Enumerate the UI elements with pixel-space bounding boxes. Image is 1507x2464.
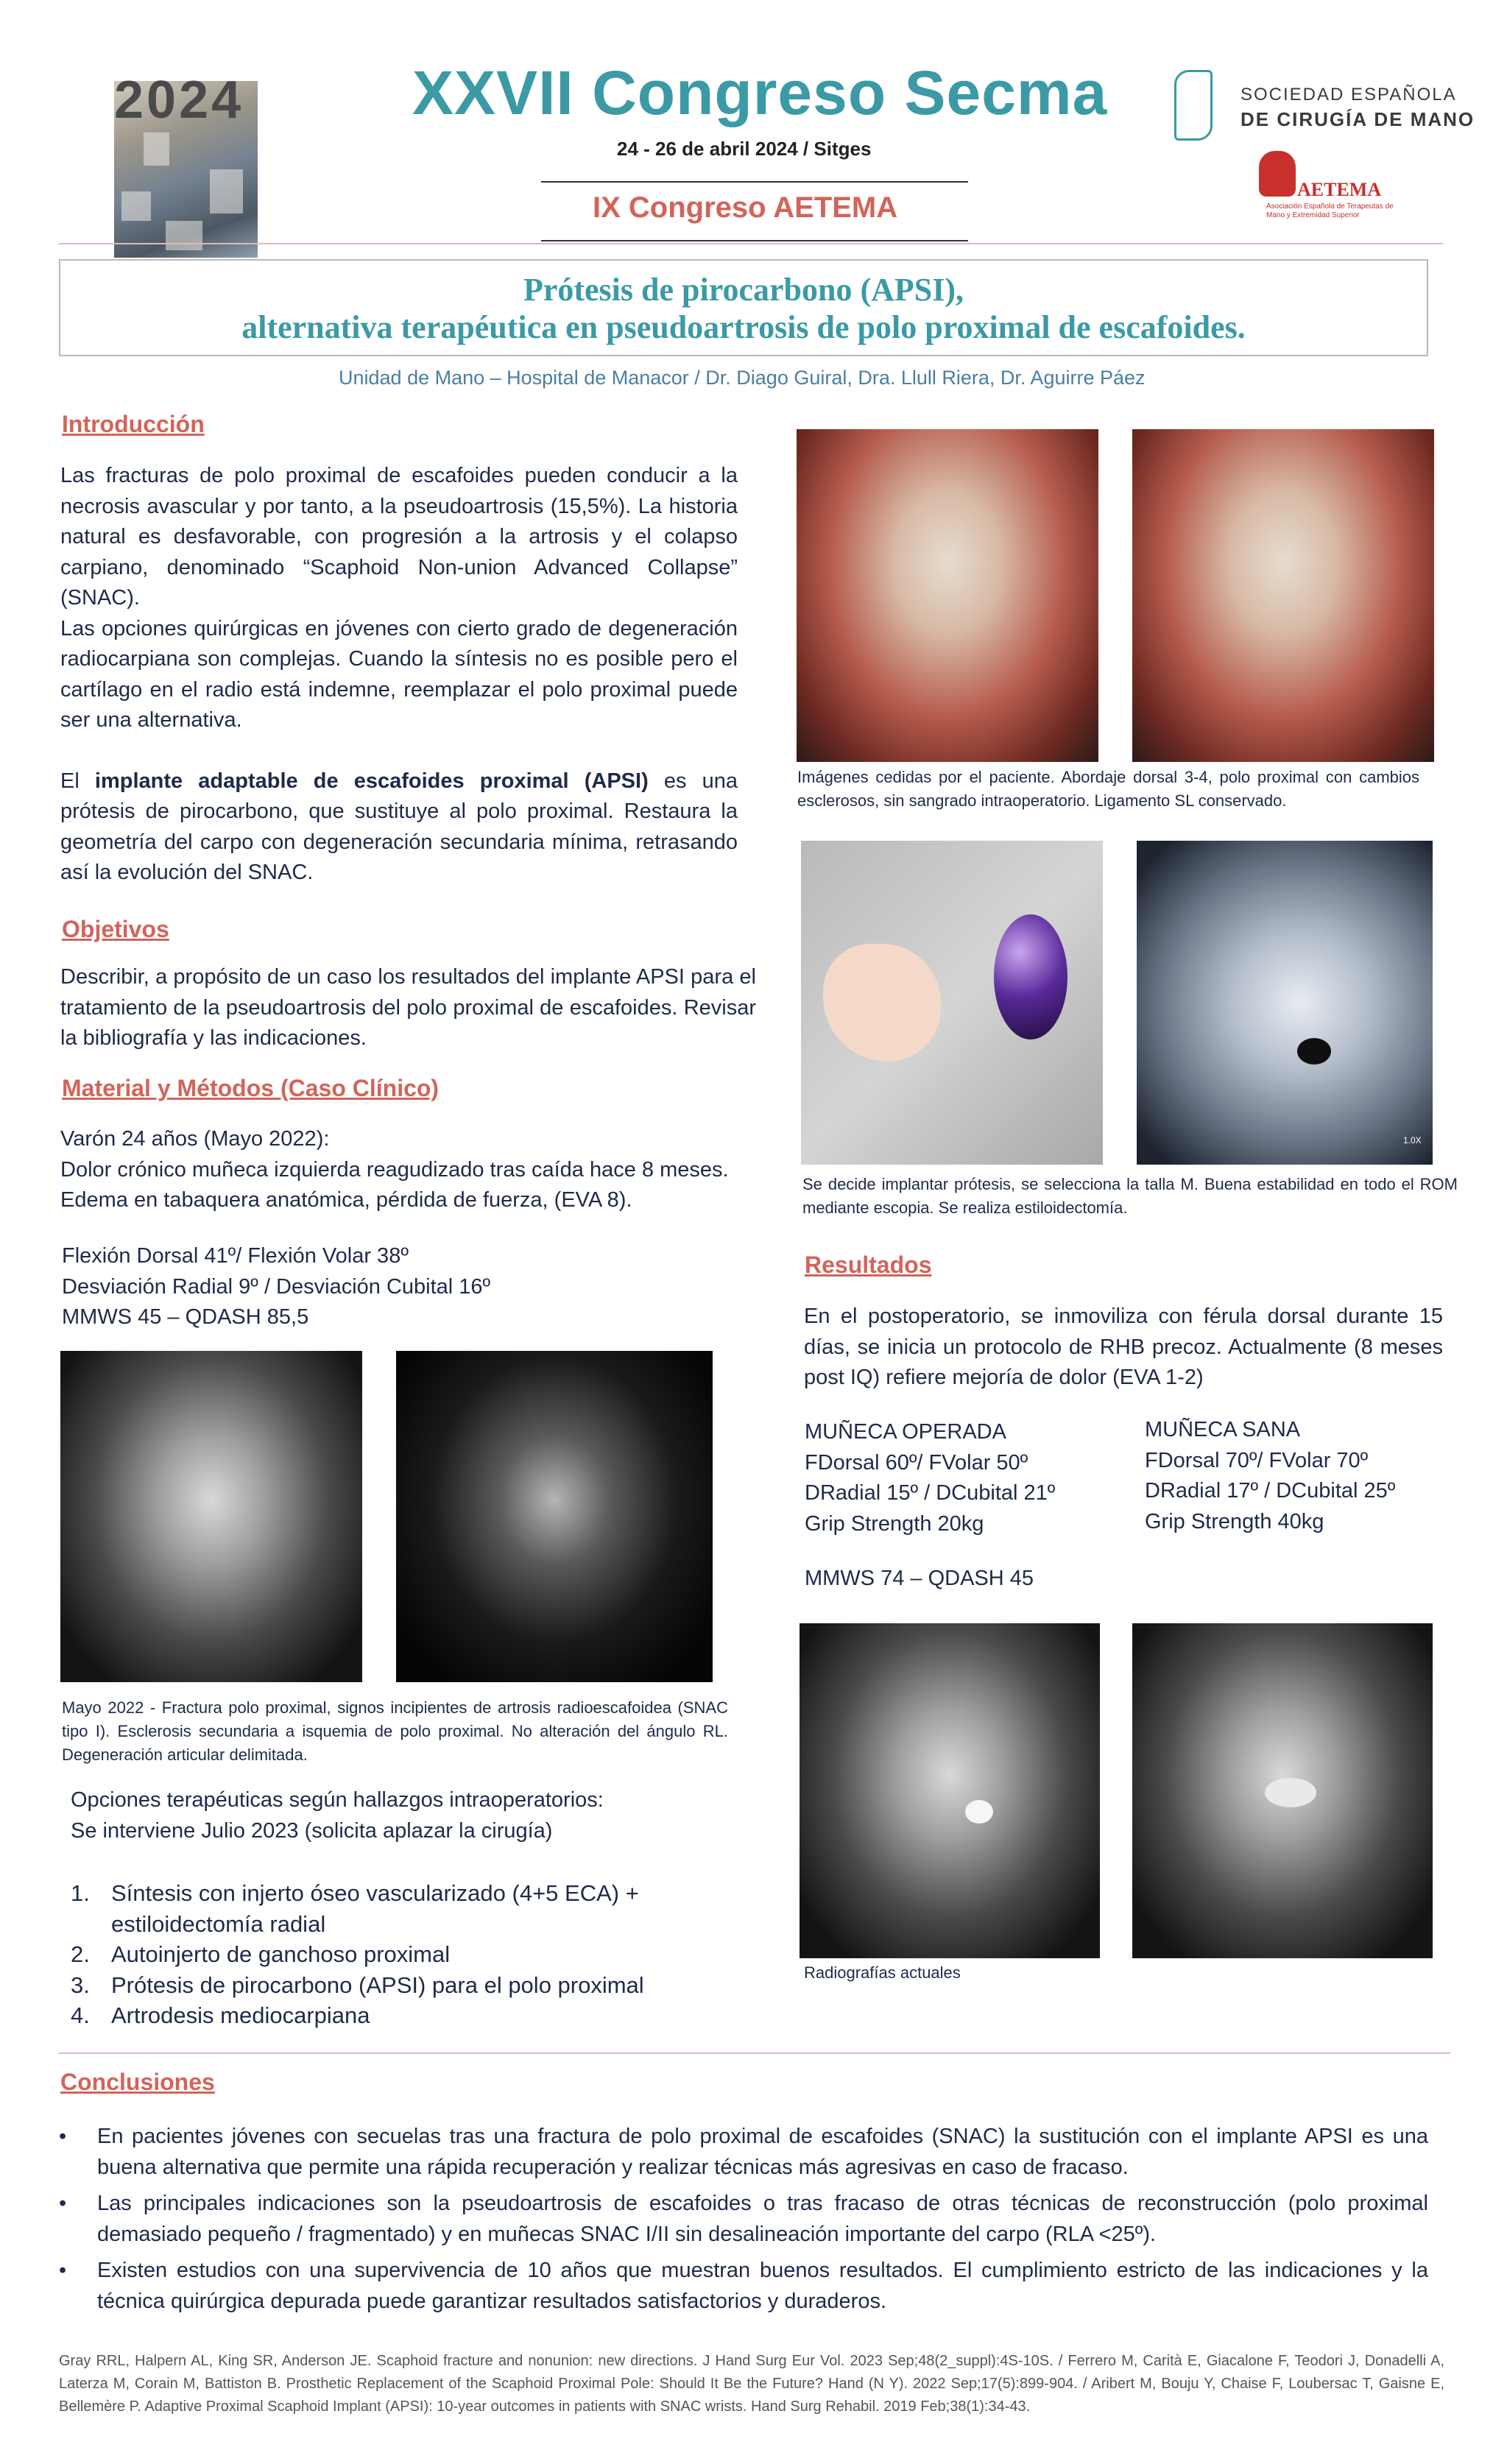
case-history: Dolor crónico muñeca izquierda reagudizado tras caída hace 8 meses. Edema en tabaquera anatómica, pérdida de fuerza, (EVA 8).: [60, 1157, 729, 1212]
removed-proximal-pole: [823, 944, 941, 1062]
apsi-term: implante adaptable de escafoides proximal (APSI): [94, 769, 649, 793]
conclusions-divider: [59, 2052, 1450, 2054]
options-intro-line2: Se interviene Julio 2023 (solicita aplazar la cirugía): [71, 1818, 553, 1843]
list-item: • Existen estudios con una supervivencia de 10 años que muestran buenos resultados. El cumplimiento estricto de las indicaciones y la técnica quirúrgica depurada puede garantizar resultados satisfactorios y duraderos.: [59, 2256, 1428, 2317]
case-description: [60, 1124, 767, 1216]
secma-logo-line1: SOCIEDAD ESPAÑOLA: [1240, 85, 1457, 105]
resultados-text: En el postoperatorio, se inmoviliza con férula dorsal durante 15 días, se inicia un protocolo de RHB precoz. Actualmente (8 meses post IQ) refiere mejoría de dolor (EVA 1-2): [804, 1305, 1443, 1389]
congress-year: 2024: [114, 71, 244, 130]
poster-title-box: [59, 259, 1428, 356]
aetema-logo-subtitle: Asociación Española de Terapeutas de Mano y Extremidad Superior: [1266, 202, 1394, 219]
surgery-photo-2: [1132, 429, 1434, 762]
fluoro-zoom-label: 1.0X: [1403, 1135, 1422, 1145]
intro-heading: Introducción: [62, 411, 205, 437]
conclusions-list: [59, 2122, 1428, 2317]
operated-wrist-results: [805, 1417, 1055, 1539]
preop-mri-image: [396, 1351, 713, 1682]
intro-paragraph-1: Las fracturas de polo proximal de escafoides pueden conducir a la necrosis avascular y por tanto, a la pseudoartrosis (15,5%). La historia natural es desfavorable, con progresión a la artrosis y el colapso carpiano, denominado “Scaphoid Non-union Advanced Collapse” (SNAC).: [60, 464, 738, 610]
metodos-heading: Material y Métodos (Caso Clínico): [62, 1075, 440, 1101]
aetema-logo: [1259, 151, 1414, 232]
surgery-photo-1: [797, 429, 1098, 762]
operated-wrist-title: MUÑECA OPERADA: [805, 1420, 1006, 1444]
options-intro: [71, 1785, 604, 1846]
case-flexion: Flexión Dorsal 41º/ Flexión Volar 38º: [62, 1244, 409, 1268]
secma-logo: [1174, 70, 1483, 136]
case-patient: Varón 24 años (Mayo 2022):: [60, 1127, 330, 1151]
healthy-deviation: DRadial 17º / DCubital 25º: [1145, 1479, 1396, 1503]
conclusions-heading: Conclusiones: [60, 2069, 215, 2095]
implant-caption: Se decide implantar prótesis, se selecciona la talla M. Buena estabilidad en todo el ROM mediante escopia. Se realiza estiloidectomía.: [802, 1175, 1458, 1217]
operated-flexion: FDorsal 60º/ FVolar 50º: [805, 1450, 1028, 1475]
header-rule-top: [541, 181, 968, 183]
healthy-flexion: FDorsal 70º/ FVolar 70º: [1145, 1448, 1369, 1472]
surgery-caption: Imágenes cedidas por el paciente. Abordaje dorsal 3-4, polo proximal con cambios esclerosos, sin sangrado intraoperatorio. Ligamento SL conservado.: [797, 768, 1419, 810]
objetivos-text: Describir, a propósito de un caso los resultados del implante APSI para el tratamiento de la pseudoartrosis del polo proximal de escafoides. Revisar la bibliografía y las indicaciones.: [60, 965, 756, 1050]
operated-deviation: DRadial 15º / DCubital 21º: [805, 1481, 1056, 1505]
intro-paragraph-3: El implante adaptable de escafoides proximal (APSI) es una prótesis de pirocarbono, que sustituye al polo proximal. Restaura la geometría del carpo con degeneración secundaria mínima, retrasando así la evolución del SNAC.: [60, 769, 738, 884]
list-item: 1. Síntesis con injerto óseo vascularizado (4+5 ECA) + estiloidectomía radial: [71, 1880, 639, 1937]
list-item: • En pacientes jóvenes con secuelas tras una fractura de polo proximal de escafoides (SNAC) la sustitución con el implante APSI es una buena alternativa que permite una rápida recuperación y realizar técnicas más agresivas en caso de fracaso.: [59, 2122, 1428, 2183]
case-scores: MMWS 45 – QDASH 85,5: [62, 1305, 309, 1329]
header-rule-bottom: [541, 240, 968, 241]
secma-logo-icon: [1174, 70, 1213, 141]
poster-title-line1: Prótesis de pirocarbono (APSI),: [523, 272, 964, 308]
congress-title: XXVII Congreso Secma: [412, 58, 1108, 127]
aetema-congress-title: IX Congreso AETEMA: [593, 191, 898, 224]
list-item: 3. Prótesis de pirocarbono (APSI) para el polo proximal: [71, 1971, 644, 1998]
bullet-icon: •: [59, 2192, 67, 2215]
postop-xray-pa: [800, 1623, 1100, 1958]
postop-scores: MMWS 74 – QDASH 45: [805, 1567, 1034, 1590]
fluoroscopy-image: [1137, 841, 1433, 1165]
header-divider: [59, 243, 1443, 244]
healthy-grip: Grip Strength 40kg: [1145, 1509, 1324, 1533]
poster-title-line2: alternativa terapéutica en pseudoartrosis de polo proximal de escafoides.: [241, 309, 1246, 345]
healthy-wrist-title: MUÑECA SANA: [1145, 1418, 1301, 1441]
operated-grip: Grip Strength 20kg: [805, 1511, 984, 1536]
preop-xray-image: [60, 1351, 362, 1682]
implant-photo: [801, 841, 1103, 1165]
healthy-wrist-results: [1145, 1415, 1395, 1537]
bullet-icon: •: [59, 2259, 67, 2282]
list-item: 4. Artrodesis mediocarpiana: [71, 2002, 370, 2028]
aetema-logo-name: AETEMA: [1297, 179, 1382, 200]
pyrocarbon-implant: [994, 914, 1067, 1039]
bullet-icon: •: [59, 2125, 67, 2148]
postop-xray-lateral: [1132, 1623, 1433, 1958]
secma-logo-line2: DE CIRUGÍA DE MANO: [1240, 108, 1475, 130]
list-item: • Las principales indicaciones son la pseudoartrosis de escafoides o tras fracaso de otras técnicas de reconstrucción (polo proximal demasiado pequeño / fragmentado) y en muñecas SNAC I/II sin desalineación importante del carpo (RLA <25º).: [59, 2189, 1428, 2250]
list-item: 2. Autoinjerto de ganchoso proximal: [71, 1941, 451, 1967]
preop-caption: Mayo 2022 - Fractura polo proximal, signos incipientes de artrosis radioescafoidea (SNAC tipo I). Esclerosis secundaria a isquemia de polo proximal. No alteración del ángulo RL. Degeneración articular delimitada.: [62, 1698, 728, 1764]
case-deviation: Desviación Radial 9º / Desviación Cubital 16º: [62, 1274, 491, 1299]
intro-paragraph-2: Las opciones quirúrgicas en jóvenes con cierto grado de degeneración radiocarpiana son complejas. Cuando la síntesis no es posible pero el cartílago en el radio está indemne, reemplazar el polo proximal puede ser una alternativa.: [60, 616, 738, 732]
hand-logo-icon: [1259, 151, 1296, 197]
postop-caption: Radiografías actuales: [804, 1963, 961, 1982]
resultados-heading: Resultados: [805, 1252, 932, 1278]
implant-shadow: [1297, 1038, 1331, 1065]
objetivos-heading: Objetivos: [62, 916, 169, 942]
case-measurements: [62, 1241, 490, 1333]
congress-dates: 24 - 26 de abril 2024 / Sitges: [617, 138, 872, 160]
options-intro-line1: Opciones terapéuticas según hallazgos intraoperatorios:: [71, 1788, 604, 1812]
implant-radiopaque: [965, 1800, 993, 1824]
options-list: [71, 1878, 733, 2033]
references: Gray RRL, Halpern AL, King SR, Anderson JE. Scaphoid fracture and nonunion: new directions. J Hand Surg Eur Vol. 2023 Sep;48(2_suppl):4S-10S. / Ferrero M, Carità E, Giacalone F, Teodori J, Donadelli A, Laterza M, Corain M, Battiston B. Prosthetic Replacement of the Scaphoid Proximal Pole: Should It Be the Future? Hand (N Y). 2022 Sep;17(5):899-904. / Aribert M, Bouju Y, Chaise F, Loubersac T, Gaisne E, Bellemère P. Adaptive Proximal Scaphoid Implant (APSI): 10-year outcomes in patients with SNAC wrists. Hand Surg Rehabil. 2019 Feb;38(1):34-43.: [59, 2353, 1444, 2415]
intro-section: [60, 461, 738, 889]
implant-radiopaque-lateral: [1265, 1778, 1316, 1807]
poster-authors: Unidad de Mano – Hospital de Manacor / Dr. Diago Guiral, Dra. Llull Riera, Dr. Aguirre Páez: [339, 367, 1146, 389]
